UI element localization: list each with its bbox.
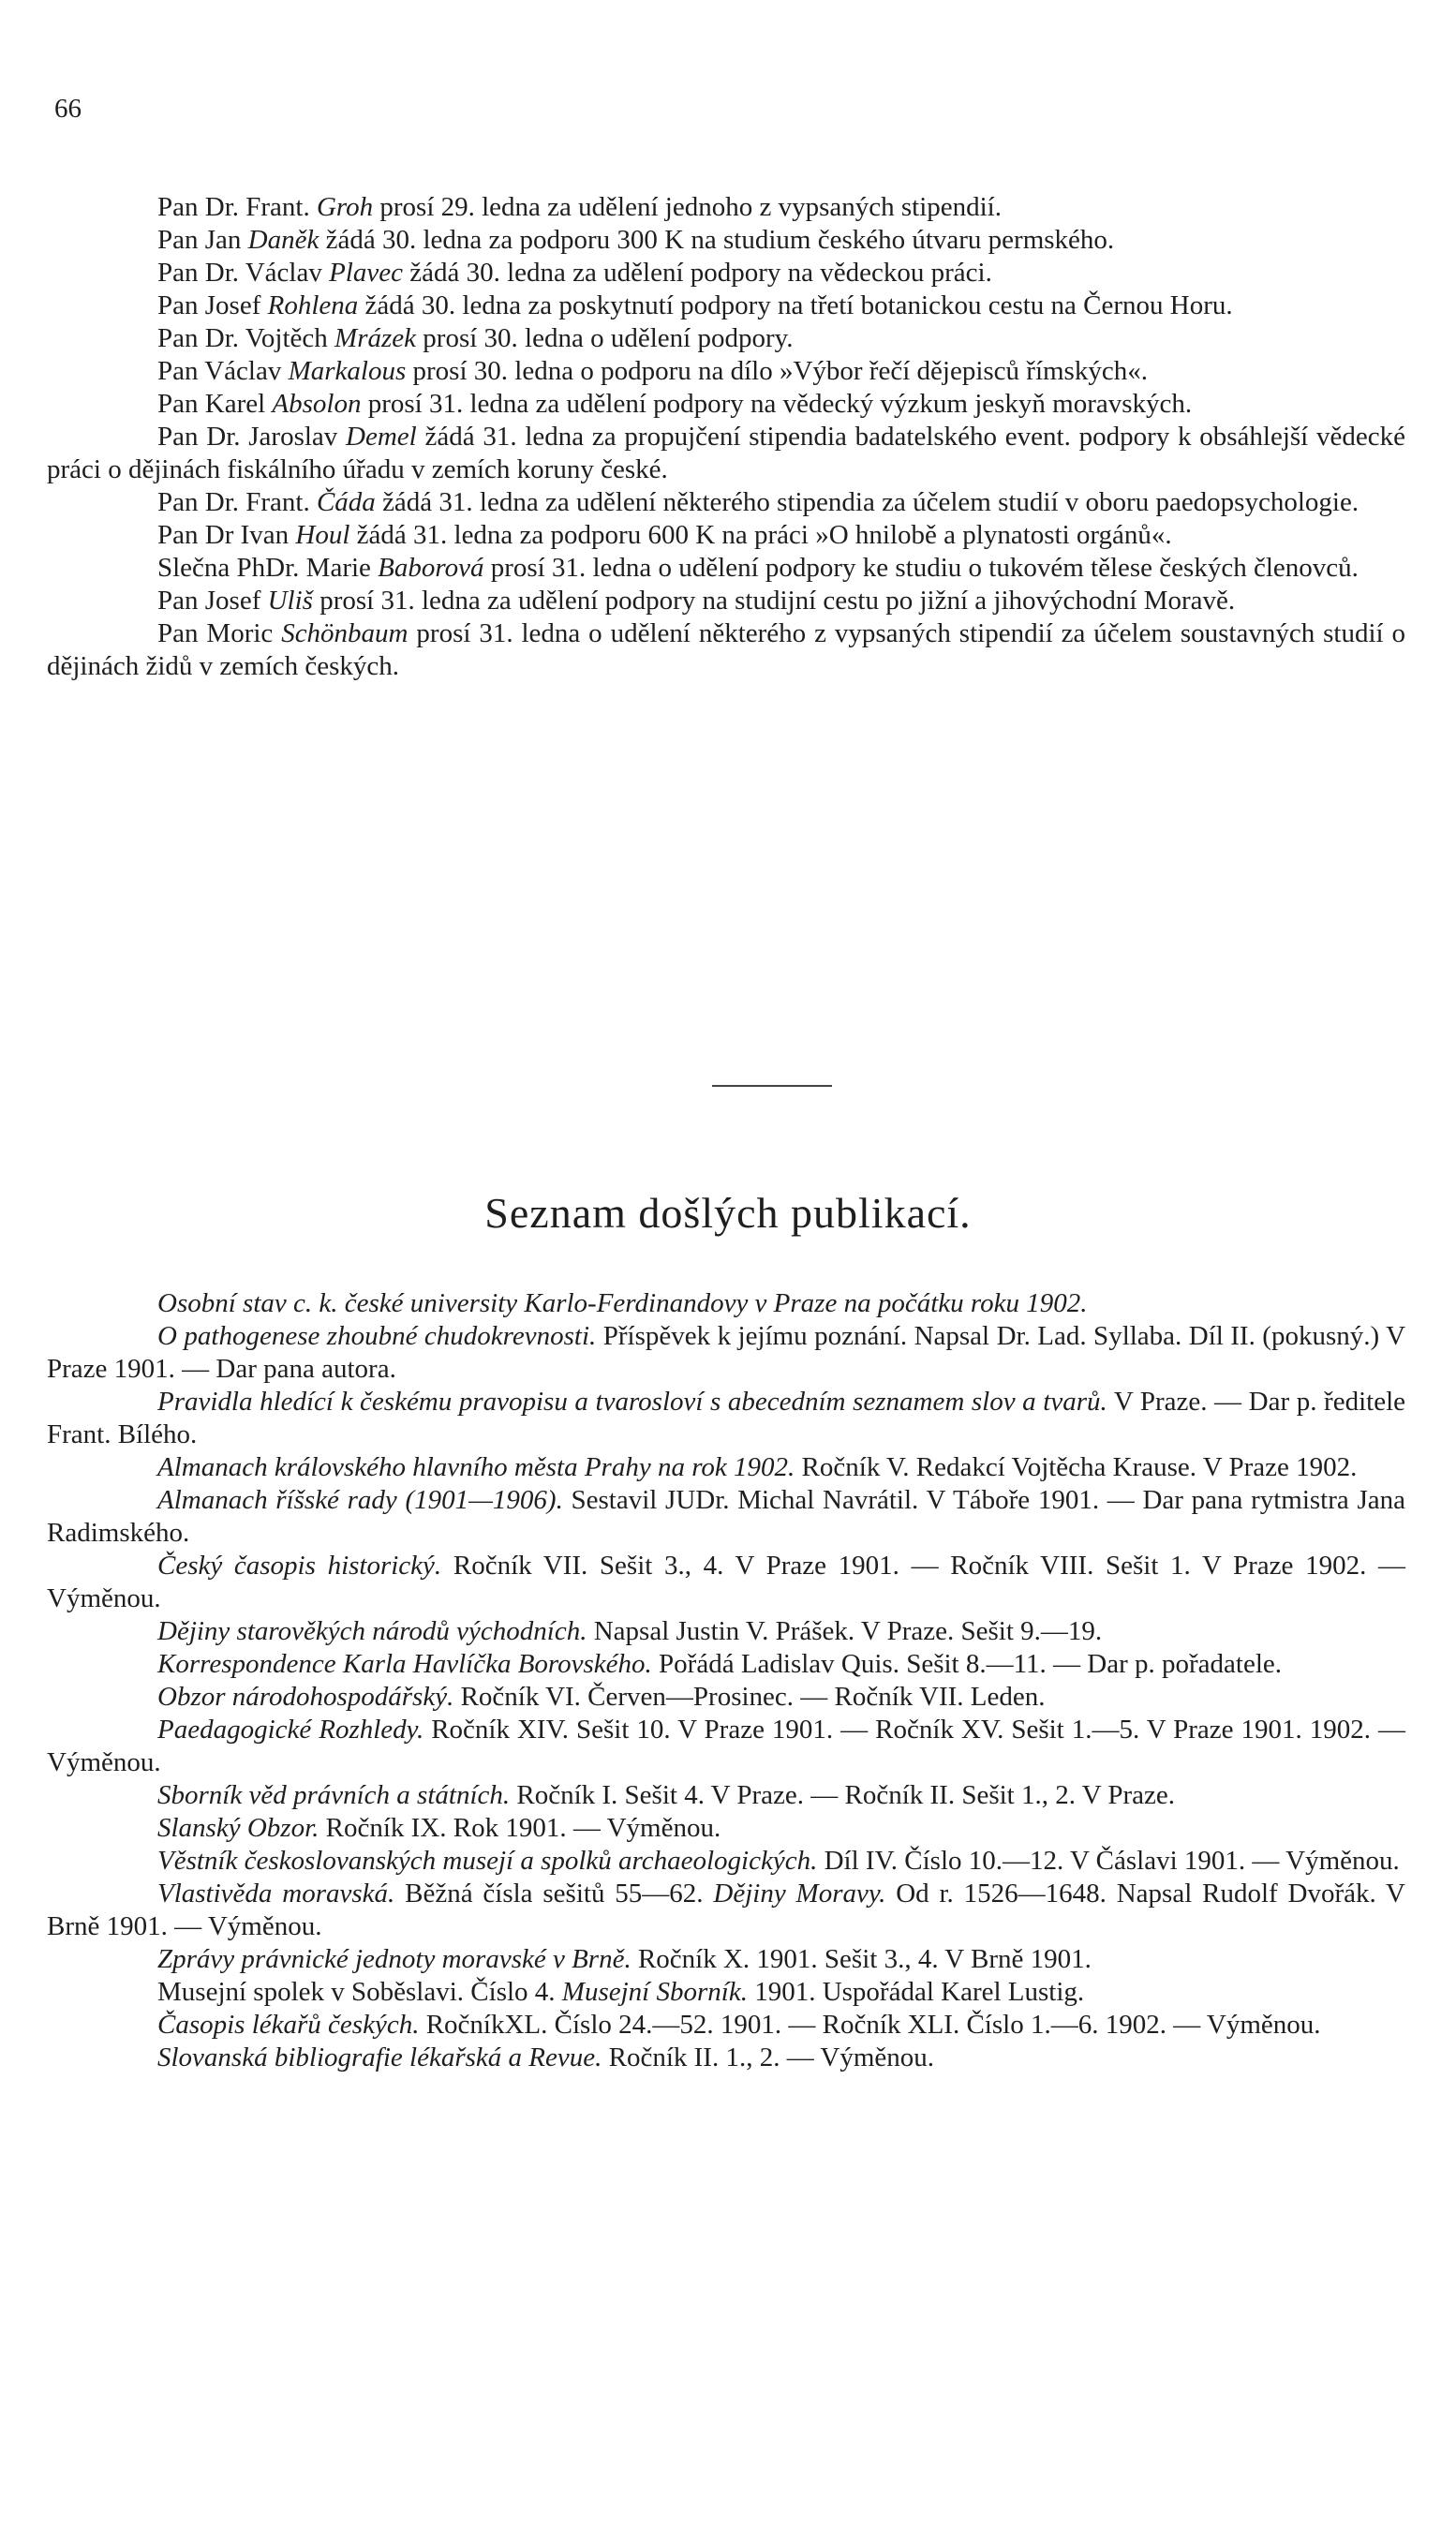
publication-title: Zprávy právnické jednoty moravské v Brně. xyxy=(157,1944,631,1974)
request-entry xyxy=(47,257,1405,290)
request-entry xyxy=(47,617,1405,683)
publication-title: Český časopis historický. xyxy=(157,1551,442,1581)
publication-details: Napsal Justin V. Prášek. V Praze. Sešit 9.—19. xyxy=(587,1616,1103,1646)
request-entry xyxy=(47,322,1405,355)
publication-entry xyxy=(47,1878,1405,1943)
request-entry xyxy=(47,421,1405,486)
request-prefix: Slečna PhDr. Marie xyxy=(157,553,379,583)
publication-details: 1901. Uspořádal Karel Lustig. xyxy=(747,1977,1085,2007)
publication-entry xyxy=(47,1287,1405,1320)
publication-details: Ročník VI. Červen—Prosinec. — Ročník VII. Leden. xyxy=(453,1682,1046,1712)
applicant-surname: Čáda xyxy=(316,487,376,517)
publication-details: Ročník IX. Rok 1901. — Výměnou. xyxy=(319,1813,721,1843)
publication-title: Slovanská bibliografie lékařská a Revue. xyxy=(157,2042,602,2072)
request-prefix: Pan Josef xyxy=(157,586,268,616)
publication-details: Ročník II. 1., 2. — Výměnou. xyxy=(602,2042,935,2072)
publication-entry xyxy=(47,1779,1405,1812)
request-prefix: Pan Karel xyxy=(157,389,273,419)
publication-details: RočníkXL. Číslo 24.—52. 1901. — Ročník XLI. Číslo 1.—6. 1902. — Výměnou. xyxy=(419,2010,1321,2040)
request-entry xyxy=(47,191,1405,224)
request-prefix: Pan Josef xyxy=(157,290,268,320)
request-prefix: Pan Jan xyxy=(157,225,248,255)
applicant-surname: Rohlena xyxy=(267,290,359,320)
request-text: žádá 30. ledna za udělení podpory na vědeckou práci. xyxy=(402,258,992,288)
request-text: prosí 31. ledna o udělení některého z vypsaných stipendií za účelem soustavných studií o dějinách židů v zemích českých. xyxy=(47,618,1405,681)
request-prefix: Pan Dr. Václav xyxy=(157,258,330,288)
publication-details: Běžná čísla sešitů 55—62. xyxy=(394,1879,714,1909)
publication-prefix: Musejní spolek v Soběslavi. Číslo 4. xyxy=(157,1977,562,2007)
request-text: žádá 30. ledna za poskytnutí podpory na třetí botanickou cestu na Černou Horu. xyxy=(358,290,1233,320)
request-prefix: Pan Dr Ivan xyxy=(157,520,296,550)
publication-details: Příspěvek k jejímu poznání. Napsal Dr. Lad. Syllaba. Díl II. (pokusný.) V Praze 1901. — Dar pana autora. xyxy=(47,1321,1406,1384)
request-prefix: Pan Dr. Frant. xyxy=(157,487,317,517)
request-text: žádá 31. ledna za propujčení stipendia badatelského event. podpory k obsáhlejší vědecké práci o dějinách fiskálního úřadu v zemích koruny české. xyxy=(47,422,1405,484)
request-entry xyxy=(47,355,1405,388)
publications-list xyxy=(47,1287,1405,2074)
applicant-surname: Absolon xyxy=(272,389,362,419)
applicant-surname: Uliš xyxy=(267,586,313,616)
request-entry xyxy=(47,224,1405,257)
publication-entry xyxy=(47,1320,1405,1386)
publication-title: Sborník věd právních a státních. xyxy=(157,1780,511,1810)
publication-title: Dějiny Moravy. xyxy=(713,1879,886,1909)
publication-title: Časopis lékařů českých. xyxy=(157,2010,420,2040)
section-divider xyxy=(712,1085,832,1087)
request-prefix: Pan Dr. Jaroslav xyxy=(157,422,347,452)
request-entry xyxy=(47,290,1405,322)
request-prefix: Pan Dr. Frant. xyxy=(157,192,317,222)
publication-details: Ročník V. Redakcí Vojtěcha Krause. V Praze 1902. xyxy=(795,1452,1358,1482)
request-entry xyxy=(47,519,1405,552)
publication-entry xyxy=(47,1681,1405,1714)
publication-entry xyxy=(47,1845,1405,1878)
request-prefix: Pan Dr. Vojtěch xyxy=(157,323,335,353)
request-text: prosí 31. ledna za udělení podpory na vědecký výzkum jeskyň moravských. xyxy=(361,389,1193,419)
publication-details: Díl IV. Číslo 10.—12. V Čáslavi 1901. — Výměnou. xyxy=(817,1846,1400,1876)
publication-entry xyxy=(47,1812,1405,1845)
publication-title: Korrespondence Karla Havlíčka Borovského. xyxy=(157,1649,652,1679)
publication-entry xyxy=(47,1714,1405,1779)
publication-details: Ročník X. 1901. Sešit 3., 4. V Brně 1901. xyxy=(631,1944,1092,1974)
grant-requests-list xyxy=(47,191,1405,683)
request-entry xyxy=(47,486,1405,519)
request-text: žádá 30. ledna za podporu 300 K na studium českého útvaru permského. xyxy=(319,225,1115,255)
publication-details: Ročník VII. Sešit 3., 4. V Praze 1901. — Ročník VIII. Sešit 1. V Praze 1902. — Výměnou. xyxy=(47,1551,1405,1613)
request-prefix: Pan Moric xyxy=(157,618,282,648)
request-text: žádá 31. ledna za podporu 600 K na práci »O hnilobě a plynatosti orgánů«. xyxy=(349,520,1172,550)
publication-title: Vlastivěda moravská. xyxy=(157,1879,395,1909)
publication-title: Almanach říšské rady (1901—1906). xyxy=(157,1485,563,1515)
applicant-surname: Houl xyxy=(295,520,350,550)
publication-title: Věstník českoslovanských musejí a spolků archaeologických. xyxy=(157,1846,818,1876)
publication-entry xyxy=(47,2009,1405,2042)
publication-details: Pořádá Ladislav Quis. Sešit 8.—11. — Dar p. pořadatele. xyxy=(651,1649,1283,1679)
publication-details: Ročník I. Sešit 4. V Praze. — Ročník II. Sešit 1., 2. V Praze. xyxy=(510,1780,1176,1810)
publication-title: Slanský Obzor. xyxy=(157,1813,319,1843)
request-entry xyxy=(47,388,1405,421)
request-text: prosí 30. ledna o podporu na dílo »Výbor řečí dějepisců římských«. xyxy=(406,356,1148,386)
request-entry xyxy=(47,585,1405,617)
request-text: prosí 30. ledna o udělení podpory. xyxy=(416,323,794,353)
publication-title: Dějiny starověkých národů východních. xyxy=(157,1616,587,1646)
publication-details: Ročník XIV. Sešit 10. V Praze 1901. — Ročník XV. Sešit 1.—5. V Praze 1901. 1902. — Výměnou. xyxy=(47,1715,1405,1777)
applicant-surname: Groh xyxy=(316,192,374,222)
publication-details: Od r. 1526—1648. Napsal Rudolf Dvořák. V Brně 1901. — Výměnou. xyxy=(47,1879,1405,1941)
publication-entry xyxy=(47,1943,1405,1976)
applicant-surname: Markalous xyxy=(288,356,407,386)
applicant-surname: Baborová xyxy=(378,553,484,583)
applicant-surname: Plavec xyxy=(329,258,403,288)
applicant-surname: Daněk xyxy=(247,225,319,255)
publication-title: Musejní Sborník. xyxy=(561,1977,748,2007)
publications-heading: Seznam došlých publikací. xyxy=(484,1189,972,1237)
publication-title: Paedagogické Rozhledy. xyxy=(157,1715,424,1745)
publication-entry xyxy=(47,1386,1405,1451)
publication-title: Pravidla hledící k českému pravopisu a tvarosloví s abecedním seznamem slov a tvarů. xyxy=(157,1387,1107,1417)
request-prefix: Pan Václav xyxy=(157,356,289,386)
publication-entry xyxy=(47,1976,1405,2009)
publication-entry xyxy=(47,1484,1405,1550)
applicant-surname: Demel xyxy=(346,422,417,452)
page-number: 66 xyxy=(54,94,82,124)
publication-details: Sestavil JUDr. Michal Navrátil. V Táboře 1901. — Dar pana rytmistra Jana Radimského. xyxy=(47,1485,1405,1548)
publication-entry xyxy=(47,1615,1405,1648)
publication-title: Almanach královského hlavního města Prahy na rok 1902. xyxy=(157,1452,795,1482)
publication-entry xyxy=(47,1648,1405,1681)
publication-title: Obzor národohospodářský. xyxy=(157,1682,454,1712)
publication-details: V Praze. — Dar p. ředitele Frant. Bílého. xyxy=(47,1387,1405,1449)
request-text: prosí 29. ledna za udělení jednoho z vypsaných stipendií. xyxy=(373,192,1002,222)
publication-entry xyxy=(47,1451,1405,1484)
applicant-surname: Schönbaum xyxy=(281,618,409,648)
publication-entry xyxy=(47,1550,1405,1615)
request-text: prosí 31. ledna za udělení podpory na studijní cestu po jižní a jihovýchodní Moravě. xyxy=(312,586,1236,616)
publication-title: Osobní stav c. k. české university Karlo-Ferdinandovy v Praze na počátku roku 1902. xyxy=(157,1288,1088,1318)
publication-title: O pathogenese zhoubné chudokrevnosti. xyxy=(157,1321,597,1351)
applicant-surname: Mrázek xyxy=(334,323,417,353)
request-text: prosí 31. ledna o udělení podpory ke studiu o tukovém tělese českých členovců. xyxy=(483,553,1359,583)
request-entry xyxy=(47,552,1405,585)
publication-entry xyxy=(47,2042,1405,2074)
request-text: žádá 31. ledna za udělení některého stipendia za účelem studií v oboru paedopsychologie. xyxy=(375,487,1359,517)
